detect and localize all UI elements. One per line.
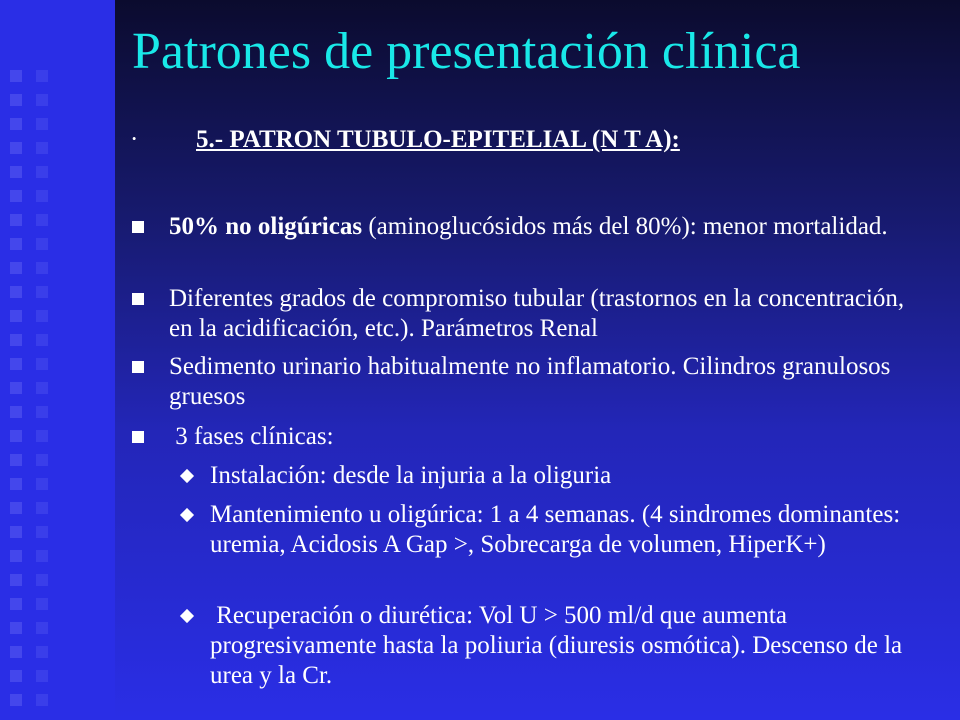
diamond-bullet-icon (180, 469, 194, 483)
section-heading (130, 126, 680, 154)
diamond-bullet-icon (180, 508, 194, 522)
decorative-square (10, 70, 22, 82)
decorative-square (36, 334, 48, 346)
decorative-square (10, 526, 22, 538)
bullet-text: Sedimento urinario habitualmente no inflamatorio. Cilindros granulosos gruesos (169, 353, 891, 410)
decorative-square (10, 334, 22, 346)
decorative-square (36, 526, 48, 538)
bullet-item-oliguricas (130, 212, 920, 242)
decorative-square (10, 430, 22, 442)
decorative-square (10, 574, 22, 586)
sub-bullet-mantenimiento (180, 500, 910, 560)
sub-bullet-text: Instalación: desde la injuria a la oliguria (210, 462, 612, 489)
bullet-item-compromiso (130, 284, 920, 344)
decorative-square-pattern (0, 0, 115, 720)
decorative-square (10, 598, 22, 610)
decorative-square (36, 190, 48, 202)
decorative-square (36, 574, 48, 586)
decorative-square (36, 670, 48, 682)
decorative-square (10, 190, 22, 202)
sub-bullet-text: Recuperación o diurética: Vol U > 500 ml/d que aumenta progresivamente hasta la poliuria (diuresis osmótica). Descenso de la urea y la Cr. (210, 602, 909, 689)
decorative-square (36, 262, 48, 274)
sub-bullet-instalacion (180, 461, 910, 491)
decorative-square (10, 454, 22, 466)
decorative-square (36, 598, 48, 610)
decorative-square (36, 694, 48, 706)
decorative-square (36, 646, 48, 658)
decorative-square (36, 94, 48, 106)
decorative-square (36, 214, 48, 226)
decorative-square (36, 502, 48, 514)
decorative-square (36, 382, 48, 394)
bullet-text: (aminoglucósidos más del 80%): menor mortalidad. (362, 213, 888, 240)
decorative-square (36, 550, 48, 562)
diamond-bullet-icon (180, 609, 194, 623)
decorative-square (10, 118, 22, 130)
decorative-square (36, 166, 48, 178)
square-bullet-icon (132, 293, 144, 305)
slide-title: Patrones de presentación clínica (132, 23, 801, 80)
decorative-square (10, 622, 22, 634)
square-bullet-icon (132, 221, 144, 233)
decorative-square (36, 286, 48, 298)
decorative-square (10, 478, 22, 490)
square-bullet-icon (132, 361, 144, 373)
sub-bullet-text: Mantenimiento u oligúrica: 1 a 4 semanas. (4 sindromes dominantes: uremia, Acidosis A Gap >, Sobrecarga de volumen, HiperK+) (210, 501, 901, 558)
decorative-square (10, 406, 22, 418)
bullet-item-fases (130, 422, 920, 452)
bullet-text: Diferentes grados de compromiso tubular (trastornos en la concentración, en la acidificación, etc.). Parámetros Renal (169, 285, 905, 342)
decorative-square (10, 94, 22, 106)
decorative-square (10, 382, 22, 394)
section-heading-text: 5.- PATRON TUBULO-EPITELIAL (N T A): (196, 126, 680, 153)
section-marker: · (130, 126, 139, 153)
decorative-square (36, 70, 48, 82)
sub-bullet-recuperacion (180, 601, 910, 691)
decorative-square (36, 358, 48, 370)
decorative-square (10, 286, 22, 298)
decorative-square (10, 670, 22, 682)
decorative-square (10, 502, 22, 514)
decorative-square (10, 694, 22, 706)
decorative-square (36, 142, 48, 154)
decorative-square (36, 406, 48, 418)
bullet-bold-text: 50% no oligúricas (169, 213, 363, 240)
decorative-square (36, 454, 48, 466)
square-bullet-icon (132, 431, 144, 443)
decorative-square (10, 238, 22, 250)
decorative-square (36, 430, 48, 442)
decorative-square (36, 238, 48, 250)
decorative-square (10, 166, 22, 178)
bullet-item-sedimento (130, 352, 920, 412)
decorative-square (36, 622, 48, 634)
decorative-square (36, 118, 48, 130)
decorative-square (10, 214, 22, 226)
decorative-square (10, 142, 22, 154)
decorative-square (10, 550, 22, 562)
decorative-square (10, 310, 22, 322)
decorative-square (36, 310, 48, 322)
decorative-square (10, 262, 22, 274)
bullet-text: 3 fases clínicas: (169, 423, 334, 450)
decorative-square (10, 646, 22, 658)
decorative-square (10, 358, 22, 370)
decorative-square (36, 478, 48, 490)
